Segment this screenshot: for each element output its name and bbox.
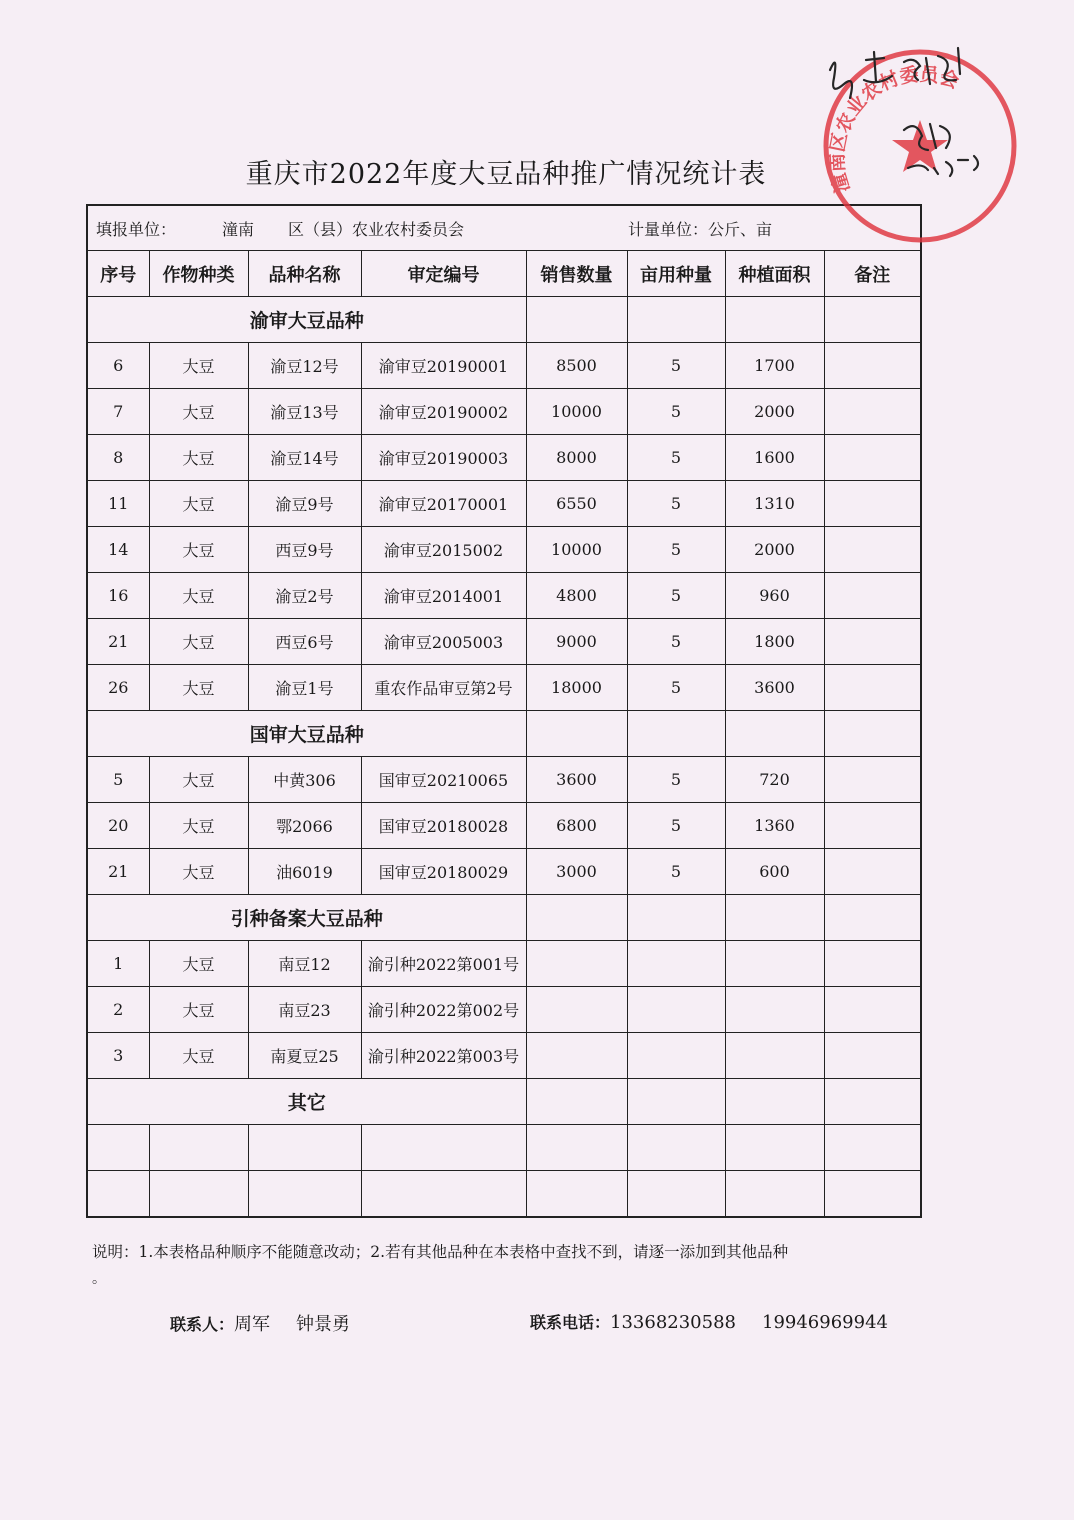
cell-area — [725, 987, 824, 1033]
cell-remark — [824, 849, 920, 895]
cell-crop: 大豆 — [149, 1033, 248, 1079]
cell-crop: 大豆 — [149, 573, 248, 619]
cell-remark — [824, 435, 920, 481]
cell-crop: 大豆 — [149, 619, 248, 665]
cell-no: 8 — [88, 435, 149, 481]
cell-no: 7 — [88, 389, 149, 435]
cell-remark — [824, 527, 920, 573]
column-header: 销售数量 — [526, 251, 627, 297]
cell-remark — [824, 573, 920, 619]
table-row — [88, 941, 920, 987]
cell-area: 600 — [725, 849, 824, 895]
unit-label: 填报单位： — [96, 219, 177, 239]
empty-cell — [627, 1079, 725, 1125]
note-text: 说明：1.本表格品种顺序不能随意改动；2.若有其他品种在本表格中查找不到，请逐一添加到其他品种 — [92, 1243, 789, 1261]
cell-area: 2000 — [725, 527, 824, 573]
cell-variety: 渝豆2号 — [248, 573, 361, 619]
cell-area: 960 — [725, 573, 824, 619]
note-period: 。 — [92, 1271, 106, 1287]
cell-code: 国审豆20180028 — [361, 803, 526, 849]
cell-sales: 9000 — [526, 619, 627, 665]
column-header: 作物种类 — [149, 251, 248, 297]
section-title: 渝审大豆品种 — [88, 297, 526, 343]
table-row — [88, 987, 920, 1033]
empty-cell — [824, 1079, 920, 1125]
cell-code: 渝审豆2005003 — [361, 619, 526, 665]
section-row — [88, 711, 920, 757]
cell-remark — [824, 941, 920, 987]
seal-org-text: 潼南区农业农村委员会 — [826, 63, 962, 196]
contact-phone-label: 联系电话： — [530, 1313, 611, 1332]
empty-cell — [526, 711, 627, 757]
empty-cell — [725, 895, 824, 941]
cell-remark — [824, 757, 920, 803]
cell-remark — [824, 1171, 920, 1217]
cell-variety: 渝豆13号 — [248, 389, 361, 435]
column-header: 审定编号 — [361, 251, 526, 297]
measure-unit: 计量单位：公斤、亩 — [628, 219, 773, 239]
cell-seed: 5 — [627, 573, 725, 619]
cell-variety: 南夏豆25 — [248, 1033, 361, 1079]
cell-crop: 大豆 — [149, 987, 248, 1033]
table-row — [88, 481, 920, 527]
cell-remark — [824, 389, 920, 435]
cell-crop: 大豆 — [149, 941, 248, 987]
cell-no: 21 — [88, 619, 149, 665]
table-row — [88, 757, 920, 803]
empty-cell — [725, 711, 824, 757]
table-row — [88, 573, 920, 619]
column-header: 备注 — [824, 251, 920, 297]
cell-crop: 大豆 — [149, 665, 248, 711]
table-row — [88, 1125, 920, 1171]
cell-seed: 5 — [627, 435, 725, 481]
cell-sales: 6550 — [526, 481, 627, 527]
contact-phone-1: 13368230588 — [610, 1312, 736, 1333]
cell-seed: 5 — [627, 389, 725, 435]
contact-person-label: 联系人： — [170, 1315, 235, 1334]
empty-cell — [725, 1079, 824, 1125]
cell-sales: 10000 — [526, 389, 627, 435]
cell-sales: 3000 — [526, 849, 627, 895]
empty-cell — [824, 895, 920, 941]
page-title: 重庆市2022年度大豆品种推广情况统计表 — [245, 159, 767, 190]
cell-variety: 鄂2066 — [248, 803, 361, 849]
cell-sales: 8500 — [526, 343, 627, 389]
header-row — [88, 251, 920, 297]
cell-area — [725, 941, 824, 987]
cell-sales: 10000 — [526, 527, 627, 573]
cell-no: 5 — [88, 757, 149, 803]
cell-sales: 6800 — [526, 803, 627, 849]
cell-variety: 西豆9号 — [248, 527, 361, 573]
cell-no: 1 — [88, 941, 149, 987]
contact-person-1: 周军 — [234, 1314, 271, 1335]
cell-crop — [149, 1125, 248, 1171]
statistics-sheet — [86, 204, 922, 1218]
empty-cell — [824, 711, 920, 757]
cell-no — [88, 1125, 149, 1171]
cell-sales: 8000 — [526, 435, 627, 481]
cell-crop: 大豆 — [149, 389, 248, 435]
cell-sales — [526, 1171, 627, 1217]
cell-crop: 大豆 — [149, 757, 248, 803]
cell-no: 14 — [88, 527, 149, 573]
cell-sales: 18000 — [526, 665, 627, 711]
cell-seed — [627, 1033, 725, 1079]
cell-sales — [526, 987, 627, 1033]
cell-code: 渝审豆2015002 — [361, 527, 526, 573]
cell-seed: 5 — [627, 849, 725, 895]
section-row — [88, 297, 920, 343]
contact-phones — [530, 1310, 888, 1333]
cell-area — [725, 1033, 824, 1079]
cell-no: 3 — [88, 1033, 149, 1079]
empty-cell — [824, 297, 920, 343]
cell-seed: 5 — [627, 343, 725, 389]
cell-crop: 大豆 — [149, 527, 248, 573]
section-row — [88, 1079, 920, 1125]
cell-code: 渝审豆20190002 — [361, 389, 526, 435]
table-row — [88, 389, 920, 435]
cell-area: 1360 — [725, 803, 824, 849]
cell-sales — [526, 1125, 627, 1171]
cell-seed: 5 — [627, 619, 725, 665]
column-header: 品种名称 — [248, 251, 361, 297]
empty-cell — [627, 297, 725, 343]
cell-variety: 油6019 — [248, 849, 361, 895]
cell-code: 渝审豆2014001 — [361, 573, 526, 619]
section-title: 国审大豆品种 — [88, 711, 526, 757]
column-header: 种植面积 — [725, 251, 824, 297]
cell-sales — [526, 941, 627, 987]
table-body — [88, 297, 920, 1217]
table-row — [88, 803, 920, 849]
column-header: 亩用种量 — [627, 251, 725, 297]
cell-code: 国审豆20180029 — [361, 849, 526, 895]
cell-code: 渝引种2022第001号 — [361, 941, 526, 987]
cell-variety — [248, 1125, 361, 1171]
unit-district: 潼南 — [222, 219, 255, 239]
cell-seed — [627, 1171, 725, 1217]
cell-seed: 5 — [627, 665, 725, 711]
cell-remark — [824, 803, 920, 849]
contact-person-2: 钟景勇 — [296, 1314, 351, 1335]
table-row — [88, 1033, 920, 1079]
section-title: 引种备案大豆品种 — [88, 895, 526, 941]
cell-no — [88, 1171, 149, 1217]
cell-variety: 渝豆12号 — [248, 343, 361, 389]
cell-area — [725, 1171, 824, 1217]
table-row — [88, 619, 920, 665]
table-row — [88, 527, 920, 573]
variety-table — [88, 251, 920, 1216]
cell-code: 国审豆20210065 — [361, 757, 526, 803]
official-seal-stamp — [808, 40, 1032, 250]
table-row — [88, 343, 920, 389]
cell-area: 1700 — [725, 343, 824, 389]
cell-remark — [824, 343, 920, 389]
cell-code: 渝引种2022第003号 — [361, 1033, 526, 1079]
info-row — [88, 206, 920, 251]
cell-seed: 5 — [627, 803, 725, 849]
cell-code: 渝审豆20190001 — [361, 343, 526, 389]
table-row — [88, 849, 920, 895]
cell-remark — [824, 1033, 920, 1079]
cell-area: 1800 — [725, 619, 824, 665]
cell-crop: 大豆 — [149, 481, 248, 527]
cell-seed: 5 — [627, 757, 725, 803]
cell-no: 16 — [88, 573, 149, 619]
cell-code: 渝审豆20190003 — [361, 435, 526, 481]
empty-cell — [627, 895, 725, 941]
cell-sales — [526, 1033, 627, 1079]
cell-area: 1310 — [725, 481, 824, 527]
cell-no: 21 — [88, 849, 149, 895]
cell-variety: 渝豆9号 — [248, 481, 361, 527]
empty-cell — [526, 1079, 627, 1125]
cell-area: 3600 — [725, 665, 824, 711]
cell-remark — [824, 665, 920, 711]
cell-variety: 中黄306 — [248, 757, 361, 803]
cell-crop: 大豆 — [149, 803, 248, 849]
cell-seed: 5 — [627, 481, 725, 527]
cell-crop — [149, 1171, 248, 1217]
empty-cell — [526, 297, 627, 343]
section-row — [88, 895, 920, 941]
cell-code — [361, 1125, 526, 1171]
cell-sales: 3600 — [526, 757, 627, 803]
cell-seed — [627, 987, 725, 1033]
cell-seed — [627, 941, 725, 987]
table-row — [88, 1171, 920, 1217]
cell-sales: 4800 — [526, 573, 627, 619]
cell-remark — [824, 1125, 920, 1171]
contact-phone-2: 19946969944 — [762, 1312, 888, 1333]
section-title: 其它 — [88, 1079, 526, 1125]
empty-cell — [627, 711, 725, 757]
cell-variety: 西豆6号 — [248, 619, 361, 665]
table-row — [88, 435, 920, 481]
cell-code: 渝审豆20170001 — [361, 481, 526, 527]
cell-code — [361, 1171, 526, 1217]
cell-no: 11 — [88, 481, 149, 527]
empty-cell — [526, 895, 627, 941]
cell-seed: 5 — [627, 527, 725, 573]
cell-variety: 渝豆1号 — [248, 665, 361, 711]
cell-area — [725, 1125, 824, 1171]
cell-variety: 南豆23 — [248, 987, 361, 1033]
unit-committee: 区（县）农业农村委员会 — [288, 219, 465, 239]
cell-no: 26 — [88, 665, 149, 711]
cell-variety: 南豆12 — [248, 941, 361, 987]
cell-no: 20 — [88, 803, 149, 849]
cell-remark — [824, 481, 920, 527]
cell-code: 重农作品审豆第2号 — [361, 665, 526, 711]
reporting-unit — [96, 217, 464, 240]
cell-seed — [627, 1125, 725, 1171]
table-row — [88, 665, 920, 711]
cell-no: 2 — [88, 987, 149, 1033]
cell-crop: 大豆 — [149, 849, 248, 895]
cell-remark — [824, 619, 920, 665]
cell-code: 渝引种2022第002号 — [361, 987, 526, 1033]
cell-variety — [248, 1171, 361, 1217]
cell-variety: 渝豆14号 — [248, 435, 361, 481]
cell-crop: 大豆 — [149, 435, 248, 481]
cell-no: 6 — [88, 343, 149, 389]
contact-persons — [170, 1310, 350, 1336]
cell-area: 1600 — [725, 435, 824, 481]
column-header: 序号 — [88, 251, 149, 297]
cell-area: 720 — [725, 757, 824, 803]
cell-area: 2000 — [725, 389, 824, 435]
cell-crop: 大豆 — [149, 343, 248, 389]
empty-cell — [725, 297, 824, 343]
cell-remark — [824, 987, 920, 1033]
